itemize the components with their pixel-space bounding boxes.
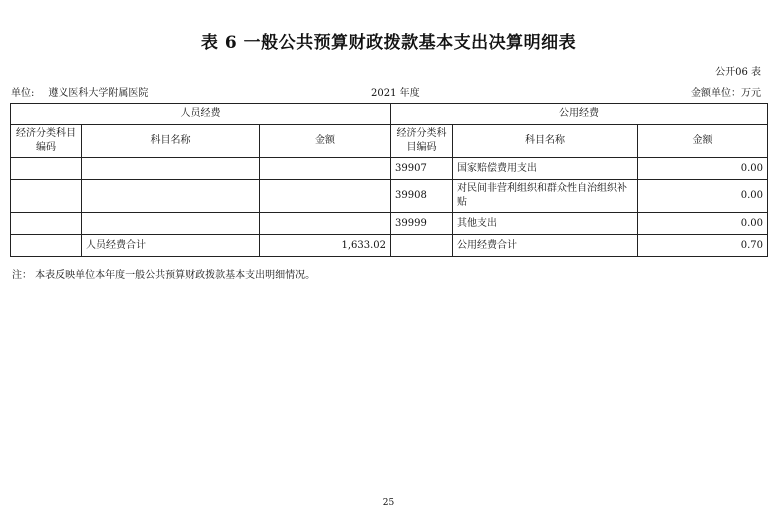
amount-unit: 金额单位：万元	[691, 88, 761, 99]
col-header-code-left: 经济分类科目编码	[11, 125, 82, 158]
left-name-cell	[82, 213, 260, 235]
right-code-cell: 39999	[391, 213, 453, 235]
group-header-public: 公用经费	[391, 104, 768, 125]
expenditure-table	[10, 103, 768, 257]
right-code-cell: 39908	[391, 180, 453, 213]
right-name-cell: 其他支出	[453, 213, 638, 235]
year-label: 2021 年度	[371, 88, 420, 99]
left-amount-cell	[260, 213, 391, 235]
table-row	[11, 180, 768, 213]
left-code-cell	[11, 158, 82, 180]
right-amount-cell: 0.00	[638, 213, 768, 235]
table-code: 公开06 表	[715, 67, 761, 78]
col-header-code-right: 经济分类科目编码	[391, 125, 453, 158]
unit-name: 遵义医科大学附属医院	[48, 88, 149, 99]
group-header-row	[11, 104, 768, 125]
column-header-row	[11, 125, 768, 158]
group-header-personnel: 人员经费	[11, 104, 391, 125]
unit-info	[11, 84, 148, 99]
footnote: 注： 本表反映单位本年度一般公共预算财政拨款基本支出明细情况。	[12, 270, 316, 281]
right-code-cell: 39907	[391, 158, 453, 180]
total-left-code-cell	[11, 235, 82, 257]
col-header-amount-left: 金额	[260, 125, 391, 158]
col-header-amount-right: 金额	[638, 125, 768, 158]
public-total-amount: 0.70	[638, 235, 768, 257]
page-title: 表 6 一般公共预算财政拨款基本支出决算明细表	[200, 33, 577, 53]
left-name-cell	[82, 158, 260, 180]
public-total-label: 公用经费合计	[453, 235, 638, 257]
table-row	[11, 158, 768, 180]
page-number: 25	[382, 498, 395, 508]
left-name-cell	[82, 180, 260, 213]
total-right-code-cell	[391, 235, 453, 257]
right-name-cell: 对民间非营利组织和群众性自治组织补贴	[453, 180, 638, 213]
left-code-cell	[11, 213, 82, 235]
total-row	[11, 235, 768, 257]
left-code-cell	[11, 180, 82, 213]
right-amount-cell: 0.00	[638, 180, 768, 213]
unit-row	[11, 84, 761, 98]
personnel-total-amount: 1,633.02	[260, 235, 391, 257]
left-amount-cell	[260, 180, 391, 213]
table-row	[11, 213, 768, 235]
right-name-cell: 国家赔偿费用支出	[453, 158, 638, 180]
unit-label: 单位:	[11, 88, 35, 99]
col-header-name-right: 科目名称	[453, 125, 638, 158]
col-header-name-left: 科目名称	[82, 125, 260, 158]
personnel-total-label: 人员经费合计	[82, 235, 260, 257]
right-amount-cell: 0.00	[638, 158, 768, 180]
left-amount-cell	[260, 158, 391, 180]
